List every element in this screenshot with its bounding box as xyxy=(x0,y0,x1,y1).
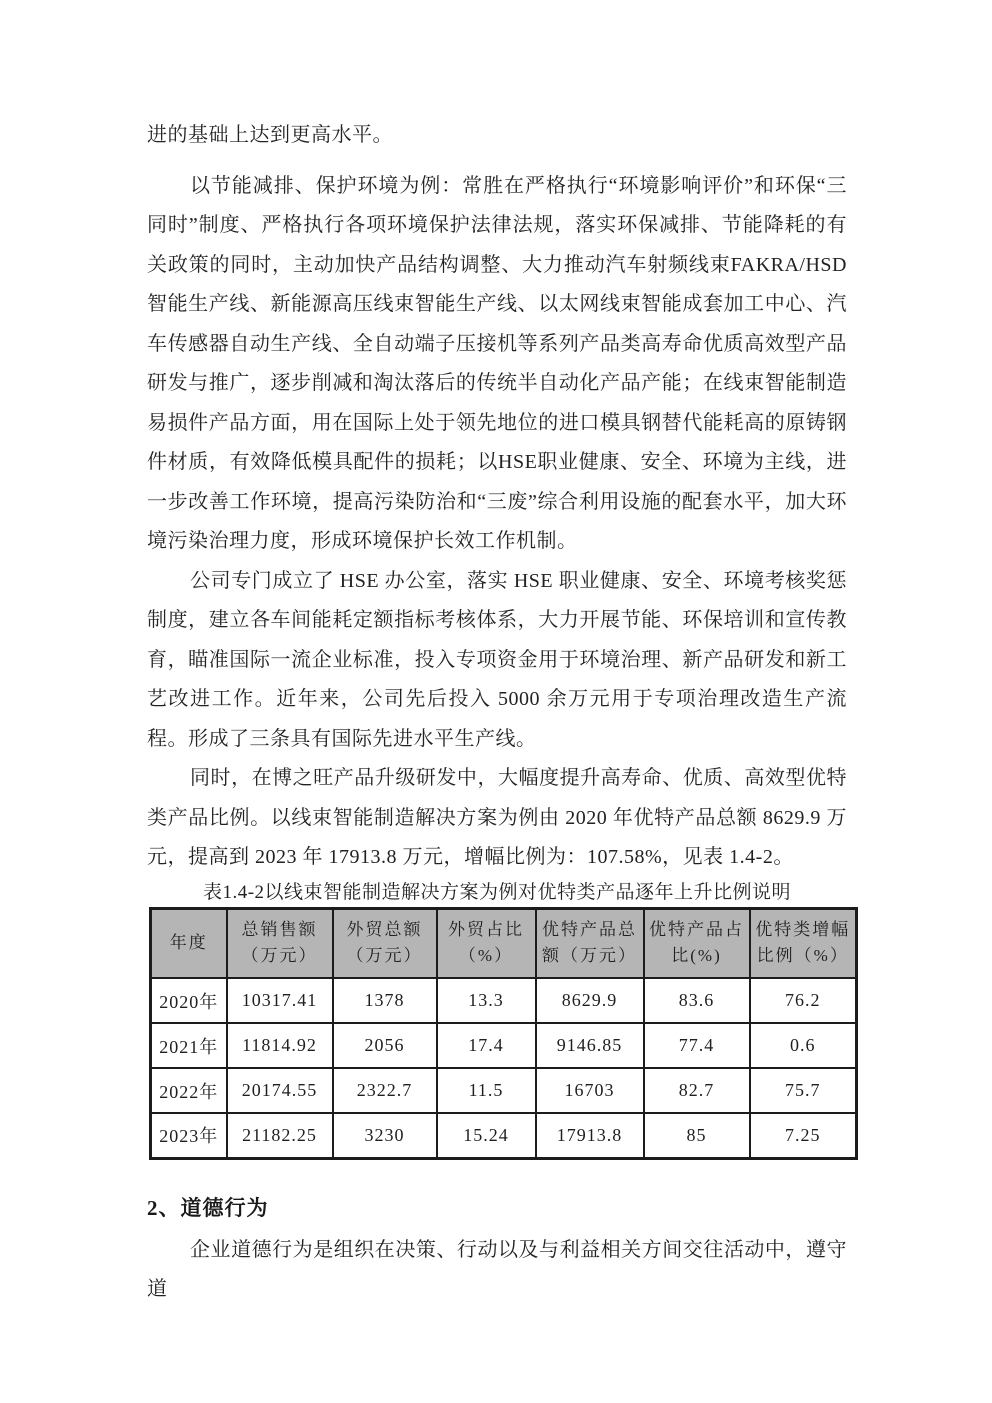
table-cell: 17913.8 xyxy=(536,1113,644,1158)
header-total-sales: 总销售额（万元） xyxy=(227,908,333,978)
header-foreign-trade-total: 外贸总额（万元） xyxy=(333,908,437,978)
paragraph-energy-saving: 以节能减排、保护环境为例：常胜在严格执行“环境影响评价”和环保“三同时”制度、严格执行各项环境保护法律法规，落实环保减排、节能降耗的有关政策的同时，主动加快产品结构调整、大力推动汽车射频线束FAKRA/HSD智能生产线、新能源高压线束智能生产线、以太网线束智能成套加工中心、汽车传感器自动生产线、全自动端子压接机等系列产品类高寿命优质高效型产品研发与推广，逐步削减和淘汰落后的传统半自动化产品产能；在线束智能制造易损件产品方面，用在国际上处于领先地位的进口模具钢替代能耗高的原铸钢件材质，有效降低模具配件的损耗；以HSE职业健康、安全、环境为主线，进一步改善工作环境，提高污染防治和“三废”综合利用设施的配套水平，加大环境污染治理力度，形成环境保护长效工作机制。 xyxy=(147,174,847,552)
table-cell: 82.7 xyxy=(644,1068,750,1113)
table-cell: 8629.9 xyxy=(536,978,644,1023)
header-year: 年度 xyxy=(151,908,227,978)
header-premium-ratio: 优特产品占比(%) xyxy=(644,908,750,978)
table-cell: 3230 xyxy=(333,1113,437,1158)
table-caption: 表1.4-2以线束智能制造解决方案为例对优特类产品逐年上升比例说明 xyxy=(202,881,792,903)
table-cell: 1378 xyxy=(333,978,437,1023)
table-row-2021 xyxy=(151,1023,857,1068)
header-premium-total: 优特产品总额（万元） xyxy=(536,908,644,978)
table-cell: 17.4 xyxy=(437,1023,536,1068)
table-cell: 2322.7 xyxy=(333,1068,437,1113)
table-cell: 0.6 xyxy=(750,1023,857,1068)
table-row-2023 xyxy=(151,1113,857,1158)
table-cell: 13.3 xyxy=(437,978,536,1023)
header-foreign-trade-ratio: 外贸占比（%） xyxy=(437,908,536,978)
paragraph-intro-tail: 进的基础上达到更高水平。 xyxy=(147,124,393,146)
table-cell: 2022年 xyxy=(151,1068,227,1113)
table-cell: 76.2 xyxy=(750,978,857,1023)
product-ratio-table xyxy=(149,907,858,1160)
table-cell: 77.4 xyxy=(644,1023,750,1068)
table-cell: 83.6 xyxy=(644,978,750,1023)
header-premium-growth: 优特类增幅比例（%） xyxy=(750,908,857,978)
table-row-2022 xyxy=(151,1068,857,1113)
table-cell: 2021年 xyxy=(151,1023,227,1068)
table-cell: 21182.25 xyxy=(227,1113,333,1158)
table-cell: 10317.41 xyxy=(227,978,333,1023)
table-cell: 16703 xyxy=(536,1068,644,1113)
paragraph-ethics-first-line: 企业道德行为是组织在决策、行动以及与利益相关方间交往活动中，遵守道 xyxy=(147,1238,847,1300)
table-cell: 2020年 xyxy=(151,978,227,1023)
paragraph-product-upgrade: 同时，在博之旺产品升级研发中，大幅度提升高寿命、优质、高效型优特类产品比例。以线束智能制造解决方案为例由 2020 年优特产品总额 8629.9 万元，提高到 2023 年 17913.8 万元，增幅比例为：107.58%，见表 1.4-2。 xyxy=(147,767,847,868)
table-cell: 2023年 xyxy=(151,1113,227,1158)
table-cell: 11814.92 xyxy=(227,1023,333,1068)
table-cell: 11.5 xyxy=(437,1068,536,1113)
table-cell: 15.24 xyxy=(437,1113,536,1158)
table-cell: 85 xyxy=(644,1113,750,1158)
table-cell: 20174.55 xyxy=(227,1068,333,1113)
paragraph-hse-office: 公司专门成立了 HSE 办公室，落实 HSE 职业健康、安全、环境考核奖惩制度，建立各车间能耗定额指标考核体系，大力开展节能、环保培训和宣传教育，瞄准国际一流企业标准，投入专项资金用于环境治理、新产品研发和新工艺改进工作。近年来，公司先后投入 5000 余万元用于专项治理改造生产流程。形成了三条具有国际先进水平生产线。 xyxy=(147,569,847,750)
table-cell: 9146.85 xyxy=(536,1023,644,1068)
table-cell: 75.7 xyxy=(750,1068,857,1113)
table-cell: 2056 xyxy=(333,1023,437,1068)
table-row-2020 xyxy=(151,978,857,1023)
table-header-row xyxy=(151,908,857,978)
section-heading-ethics: 2、道德行为 xyxy=(147,1195,269,1220)
table-cell: 7.25 xyxy=(750,1113,857,1158)
